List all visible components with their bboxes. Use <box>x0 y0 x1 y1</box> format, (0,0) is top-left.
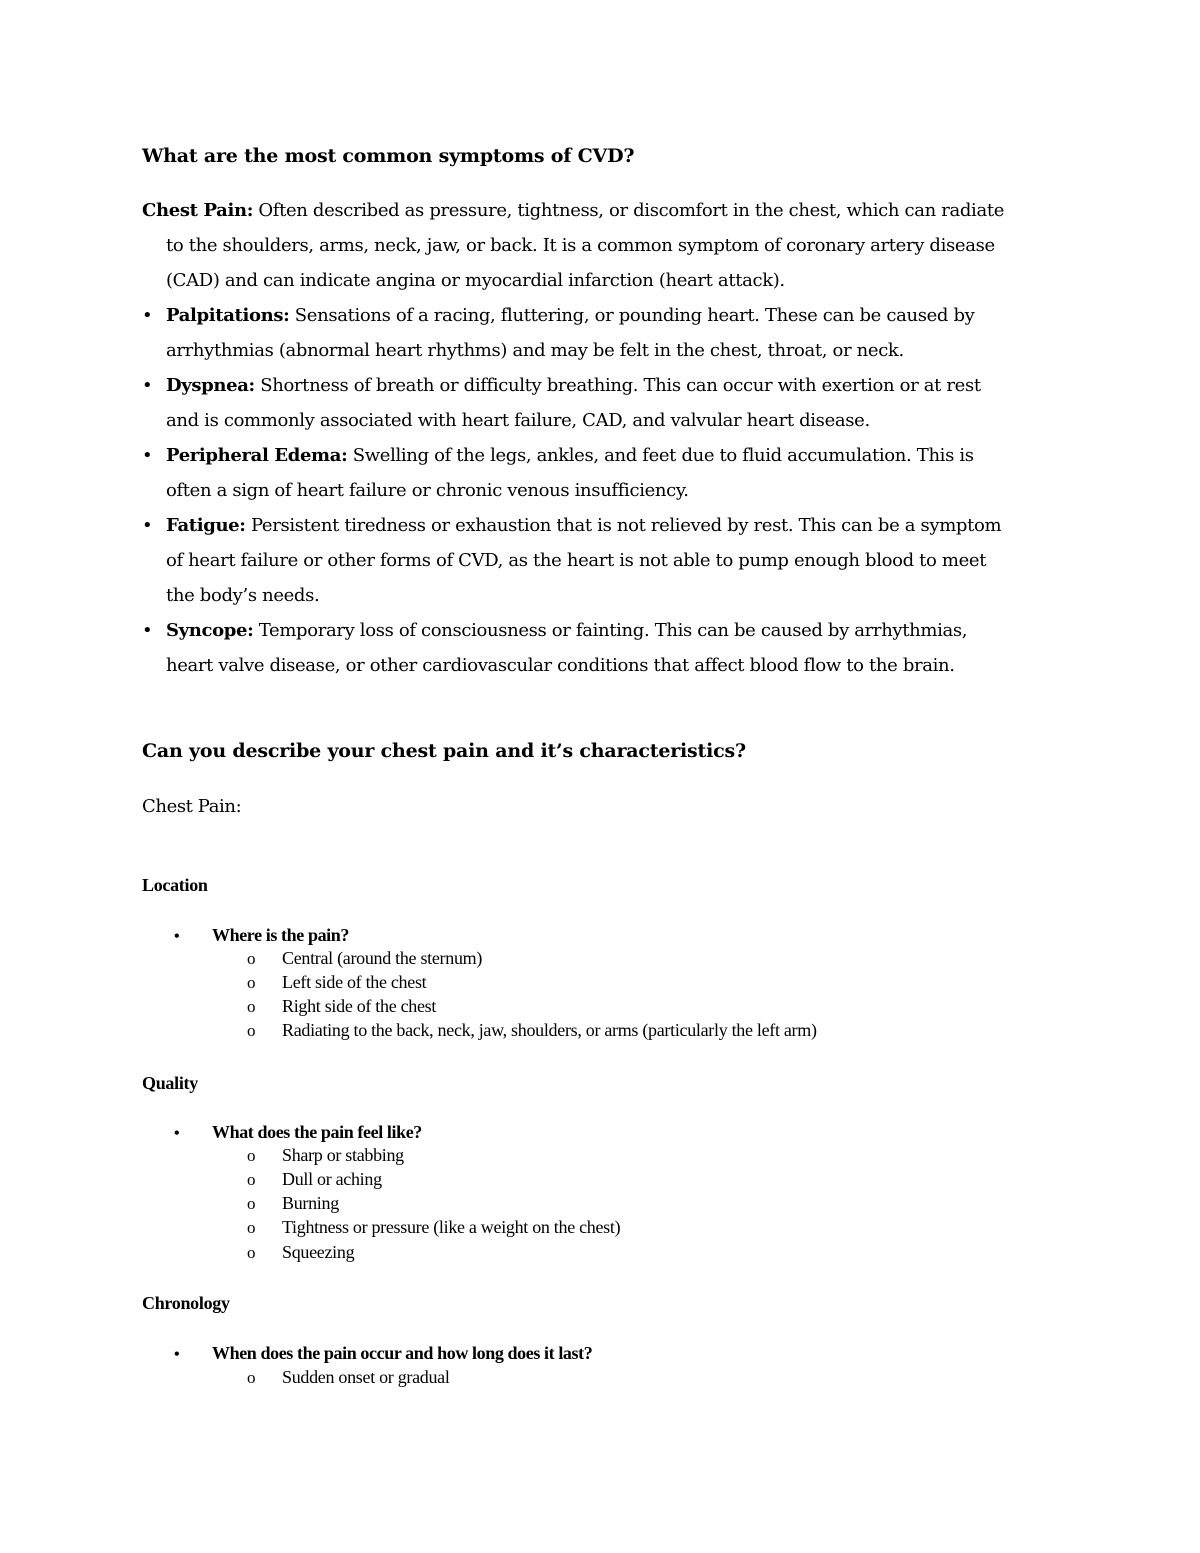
bullet-icon: • <box>142 305 153 326</box>
circle-bullet-icon: o <box>247 1368 256 1387</box>
option-item <box>247 946 482 971</box>
symptom-label: Dyspnea: <box>166 375 255 396</box>
chest-pain-paragraph <box>142 193 1062 228</box>
chest-pain-heading: Can you describe your chest pain and it’s characteristics? <box>142 740 746 762</box>
option-text: Sharp or stabbing <box>282 1145 404 1165</box>
circle-bullet-icon: o <box>247 1146 256 1165</box>
option-item <box>247 1167 382 1192</box>
symptom-text: of heart failure or other forms of CVD, as the heart is not able to pump enough blood to meet <box>166 550 987 571</box>
chest-pain-text-1: Often described as pressure, tightness, or discomfort in the chest, which can radiate <box>253 200 1005 221</box>
symptom-item-peripheral-edema <box>142 438 1062 508</box>
symptom-label: Fatigue: <box>166 515 246 536</box>
question-location <box>174 925 349 946</box>
circle-bullet-icon: o <box>247 1194 256 1213</box>
option-item <box>247 994 436 1019</box>
symptom-text: often a sign of heart failure or chronic venous insufficiency. <box>166 480 689 501</box>
symptoms-heading: What are the most common symptoms of CVD? <box>142 145 635 167</box>
bullet-icon: • <box>174 1125 180 1142</box>
option-item <box>247 1215 620 1240</box>
bullet-icon: • <box>142 515 153 536</box>
question-chronology <box>174 1343 592 1364</box>
symptoms-list <box>142 193 1062 683</box>
symptom-text: and is commonly associated with heart failure, CAD, and valvular heart disease. <box>166 410 870 431</box>
chest-pain-subheading: Chest Pain: <box>142 796 242 817</box>
symptom-item-syncope <box>142 613 1062 683</box>
bullet-icon: • <box>142 445 153 466</box>
bullet-icon: • <box>142 620 153 641</box>
option-item <box>247 1365 450 1390</box>
option-item <box>247 1018 817 1043</box>
symptom-item-dyspnea <box>142 368 1062 438</box>
question-text: Where is the pain? <box>212 925 349 945</box>
option-text: Right side of the chest <box>282 996 437 1016</box>
chest-pain-text-2: to the shoulders, arms, neck, jaw, or back. It is a common symptom of coronary artery disease <box>166 235 995 256</box>
question-text: When does the pain occur and how long does it last? <box>212 1343 593 1363</box>
option-text: Burning <box>282 1193 339 1213</box>
option-item <box>247 1191 339 1216</box>
option-text: Squeezing <box>282 1242 355 1262</box>
symptom-text: arrhythmias (abnormal heart rhythms) and may be felt in the chest, throat, or neck. <box>166 340 904 361</box>
symptom-text: Temporary loss of consciousness or fainting. This can be caused by arrhythmias, <box>253 620 968 641</box>
circle-bullet-icon: o <box>247 973 256 992</box>
symptom-text: heart valve disease, or other cardiovascular conditions that affect blood flow to the brain. <box>166 655 955 676</box>
section-title-quality: Quality <box>142 1073 198 1093</box>
chest-pain-label: Chest Pain: <box>142 200 254 221</box>
symptom-label: Peripheral Edema: <box>166 445 348 466</box>
question-text: What does the pain feel like? <box>212 1122 422 1142</box>
option-text: Radiating to the back, neck, jaw, shoulders, or arms (particularly the left arm) <box>282 1020 817 1040</box>
symptom-text: Shortness of breath or difficulty breathing. This can occur with exertion or at rest <box>254 375 981 396</box>
circle-bullet-icon: o <box>247 1170 256 1189</box>
option-text: Tightness or pressure (like a weight on the chest) <box>282 1217 621 1237</box>
symptom-item-fatigue <box>142 508 1062 613</box>
circle-bullet-icon: o <box>247 949 256 968</box>
option-text: Sudden onset or gradual <box>282 1367 450 1387</box>
circle-bullet-icon: o <box>247 1218 256 1237</box>
symptom-text: Sensations of a racing, fluttering, or pounding heart. These can be caused by <box>289 305 975 326</box>
question-quality <box>174 1122 422 1143</box>
option-item <box>247 1143 404 1168</box>
chest-pain-text-3: (CAD) and can indicate angina or myocardial infarction (heart attack). <box>166 270 785 291</box>
bullet-icon: • <box>174 928 180 945</box>
symptom-label: Palpitations: <box>166 305 290 326</box>
symptom-label: Syncope: <box>166 620 254 641</box>
section-title-location: Location <box>142 875 208 895</box>
circle-bullet-icon: o <box>247 997 256 1016</box>
symptom-item-palpitations <box>142 298 1062 368</box>
option-item <box>247 970 426 995</box>
circle-bullet-icon: o <box>247 1021 256 1040</box>
option-item <box>247 1240 354 1265</box>
symptom-text: the body’s needs. <box>166 585 320 606</box>
symptom-text: Persistent tiredness or exhaustion that is not relieved by rest. This can be a symptom <box>245 515 1002 536</box>
option-text: Dull or aching <box>282 1169 382 1189</box>
bullet-icon: • <box>142 375 153 396</box>
option-text: Central (around the sternum) <box>282 948 483 968</box>
option-text: Left side of the chest <box>282 972 427 992</box>
section-title-chronology: Chronology <box>142 1293 230 1313</box>
symptom-text: Swelling of the legs, ankles, and feet due to fluid accumulation. This is <box>347 445 974 466</box>
circle-bullet-icon: o <box>247 1243 256 1262</box>
bullet-icon: • <box>174 1346 180 1363</box>
